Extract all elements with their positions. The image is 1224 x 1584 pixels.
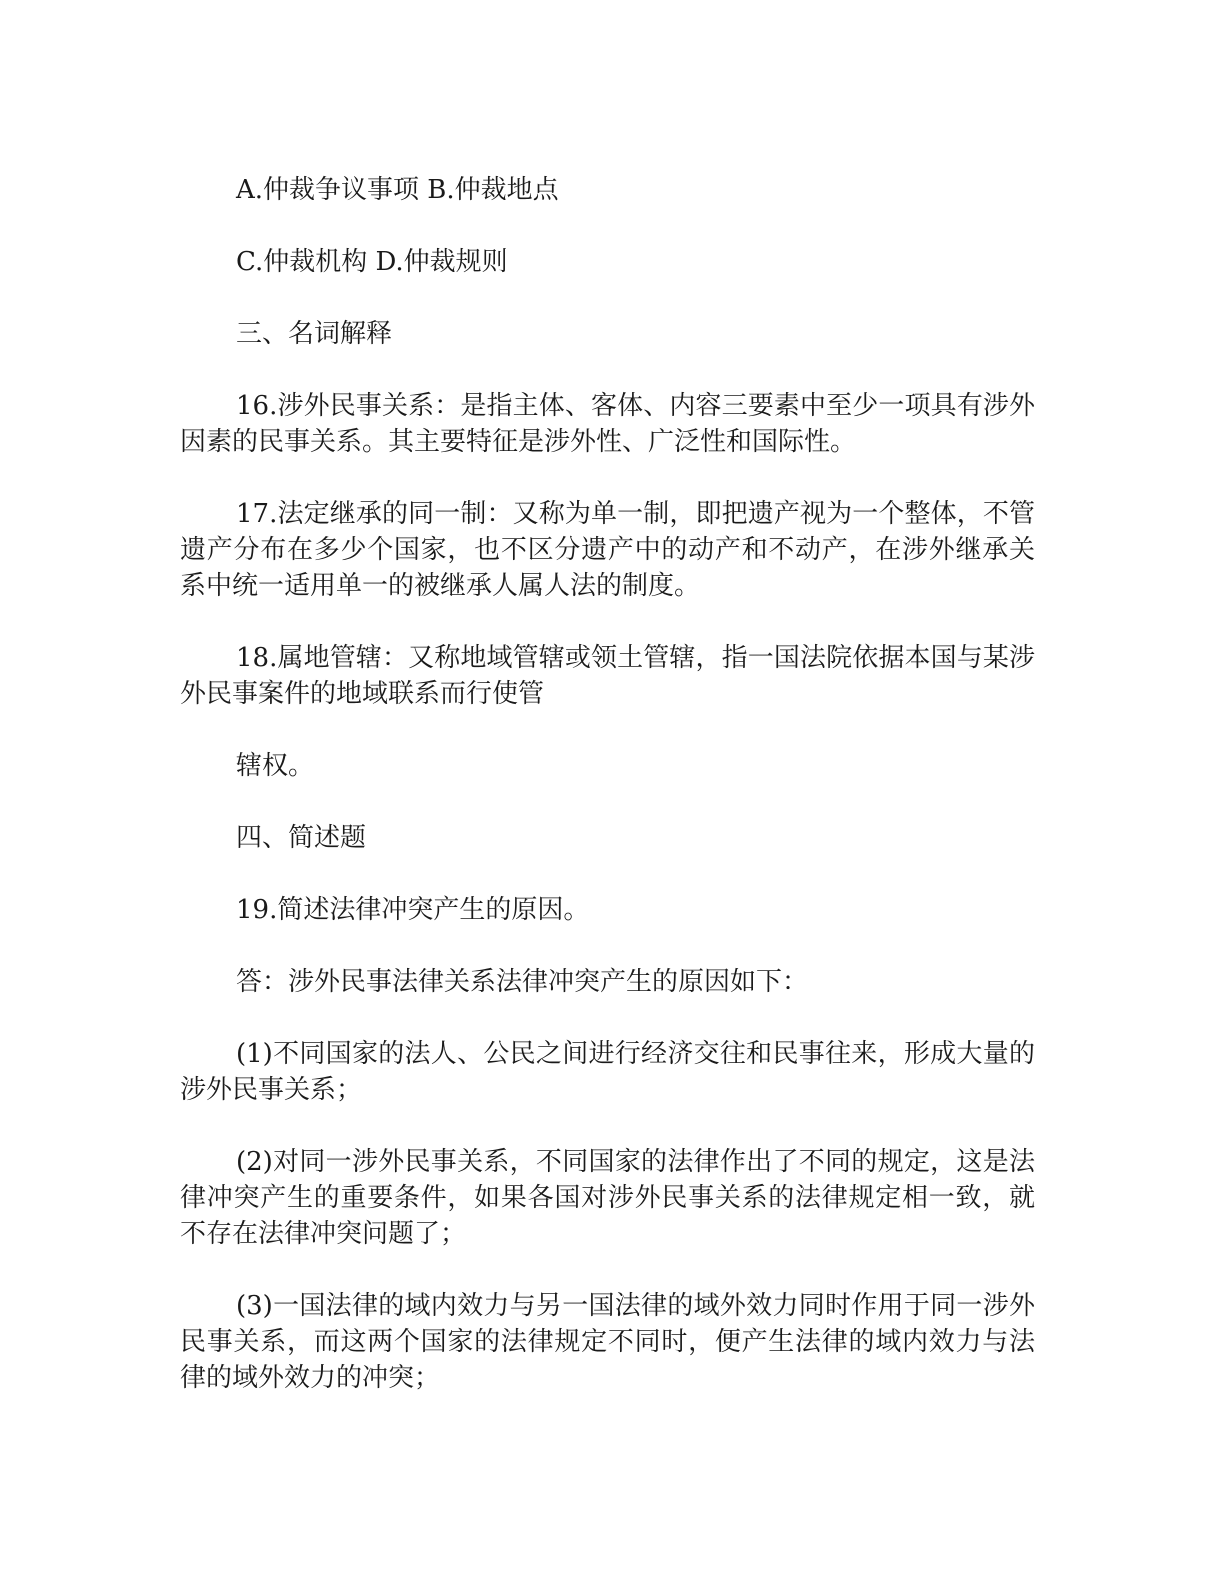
- option-line-ab: A.仲裁争议事项 B.仲裁地点: [236, 175, 559, 205]
- section-heading-short-answer: 四、简述题: [236, 823, 367, 853]
- term-17: 17.法定继承的同一制：又称为单一制，即把遗产视为一个整体，不管遗产分布在多少个国家，也不区分遗产中的动产和不动产，在涉外继承关系中统一适用单一的被继承人属人法的制度。: [180, 499, 1035, 601]
- answer-point-3: (3)一国法律的域内效力与另一国法律的域外效力同时作用于同一涉外民事关系，而这两个国家的法律规定不同时，便产生法律的域内效力与法律的域外效力的冲突；: [180, 1291, 1035, 1393]
- term-18-continued: 辖权。: [236, 751, 315, 781]
- section-heading-terms: 三、名词解释: [236, 319, 393, 349]
- option-line-cd: C.仲裁机构 D.仲裁规则: [236, 247, 508, 277]
- answer-intro: 答：涉外民事法律关系法律冲突产生的原因如下：: [236, 967, 809, 997]
- term-18: 18.属地管辖：又称地域管辖或领土管辖，指一国法院依据本国与某涉外民事案件的地域联系而行使管: [180, 643, 1035, 709]
- answer-point-2: (2)对同一涉外民事关系，不同国家的法律作出了不同的规定，这是法律冲突产生的重要条件，如果各国对涉外民事关系的法律规定相一致，就不存在法律冲突问题了；: [180, 1147, 1035, 1249]
- answer-point-1: (1)不同国家的法人、公民之间进行经济交往和民事往来，形成大量的涉外民事关系；: [180, 1039, 1035, 1105]
- question-19: 19.简述法律冲突产生的原因。: [236, 895, 590, 925]
- document-page: [180, 172, 1035, 1396]
- term-16: 16.涉外民事关系：是指主体、客体、内容三要素中至少一项具有涉外因素的民事关系。其主要特征是涉外性、广泛性和国际性。: [180, 391, 1035, 457]
